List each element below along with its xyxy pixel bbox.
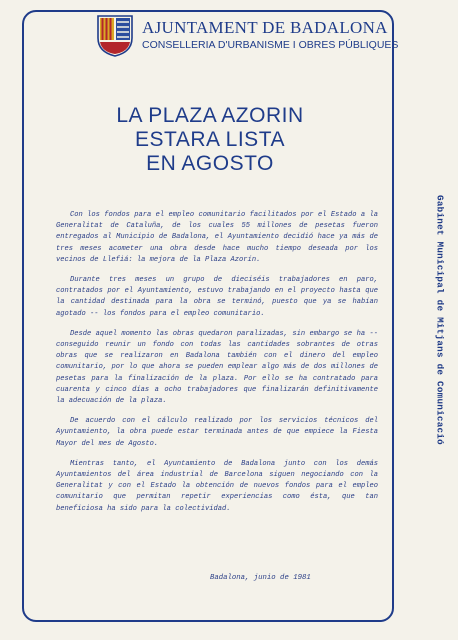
department-name: CONSELLERIA D'URBANISME I OBRES PÚBLIQUES bbox=[142, 39, 399, 51]
date-line: Badalona, junio de 1981 bbox=[210, 574, 311, 582]
headline-line-3: EN AGOSTO bbox=[146, 152, 274, 175]
paragraph: Durante tres meses un grupo de dieciséis trabajadores en paro, contratados por el Ayuntamiento, estuvo trabajando en el proyecto hasta que la cantidad destinada para la obra se terminó, puesto que ya se habían agotado -- los fondos para el empleo comunitario. bbox=[56, 276, 378, 318]
headline bbox=[40, 104, 380, 176]
coat-of-arms-icon bbox=[96, 14, 134, 58]
letterhead bbox=[96, 14, 399, 64]
side-stamp-label: Gabinet Municipal de Mitjans de Comunicació bbox=[434, 195, 446, 445]
paragraph: Mientras tanto, el Ayuntamiento de Badalona junto con los demás Ayuntamientos del área industrial de Barcelona siguen negociando con la Generalitat y con el Estado la obtención de nuevos fondos para el empleo comunitario que permitan repetir experiencias como ésta, que tan beneficiosa ha sido para la colectividad. bbox=[56, 459, 378, 513]
paragraph: De acuerdo con el cálculo realizado por los servicios técnicos del Ayuntamiento, la obra puede estar terminada antes de que empiece la Fiesta Mayor del mes de Agosto. bbox=[56, 417, 378, 448]
headline-line-2: ESTARA LISTA bbox=[135, 128, 285, 151]
headline-line-1: LA PLAZA AZORIN bbox=[116, 104, 304, 127]
paragraph: Desde aquel momento las obras quedaron paralizadas, sin embargo se ha -- conseguido reunir un fondo con todas las cantidades sobrantes de otras obras que se realizaron en Badalona también con el dinero del empleo comunitario, por lo que ahora se pueden emplear algo más de dos millones de pesetas para la finalización de la plaza. Por ello se ha contratado para cuarenta y cinco días a ocho trabajadores que finalizarán definitivamente la adecuación de la plaza. bbox=[56, 329, 378, 406]
article-body bbox=[56, 210, 378, 524]
organization-name: AJUNTAMENT DE BADALONA bbox=[142, 18, 388, 37]
paragraph: Con los fondos para el empleo comunitario facilitados por el Estado a la Generalitat de Cataluña, de los cuales 55 millones de pesetas fueron entregados al Municipio de Badalona, el Ayuntamiento decidió hace ya más de tres meses acometer una obra desde hace mucho tiempo deseada por los vecinos de Llefiá: la mejora de la Plaza Azorín. bbox=[56, 211, 378, 264]
